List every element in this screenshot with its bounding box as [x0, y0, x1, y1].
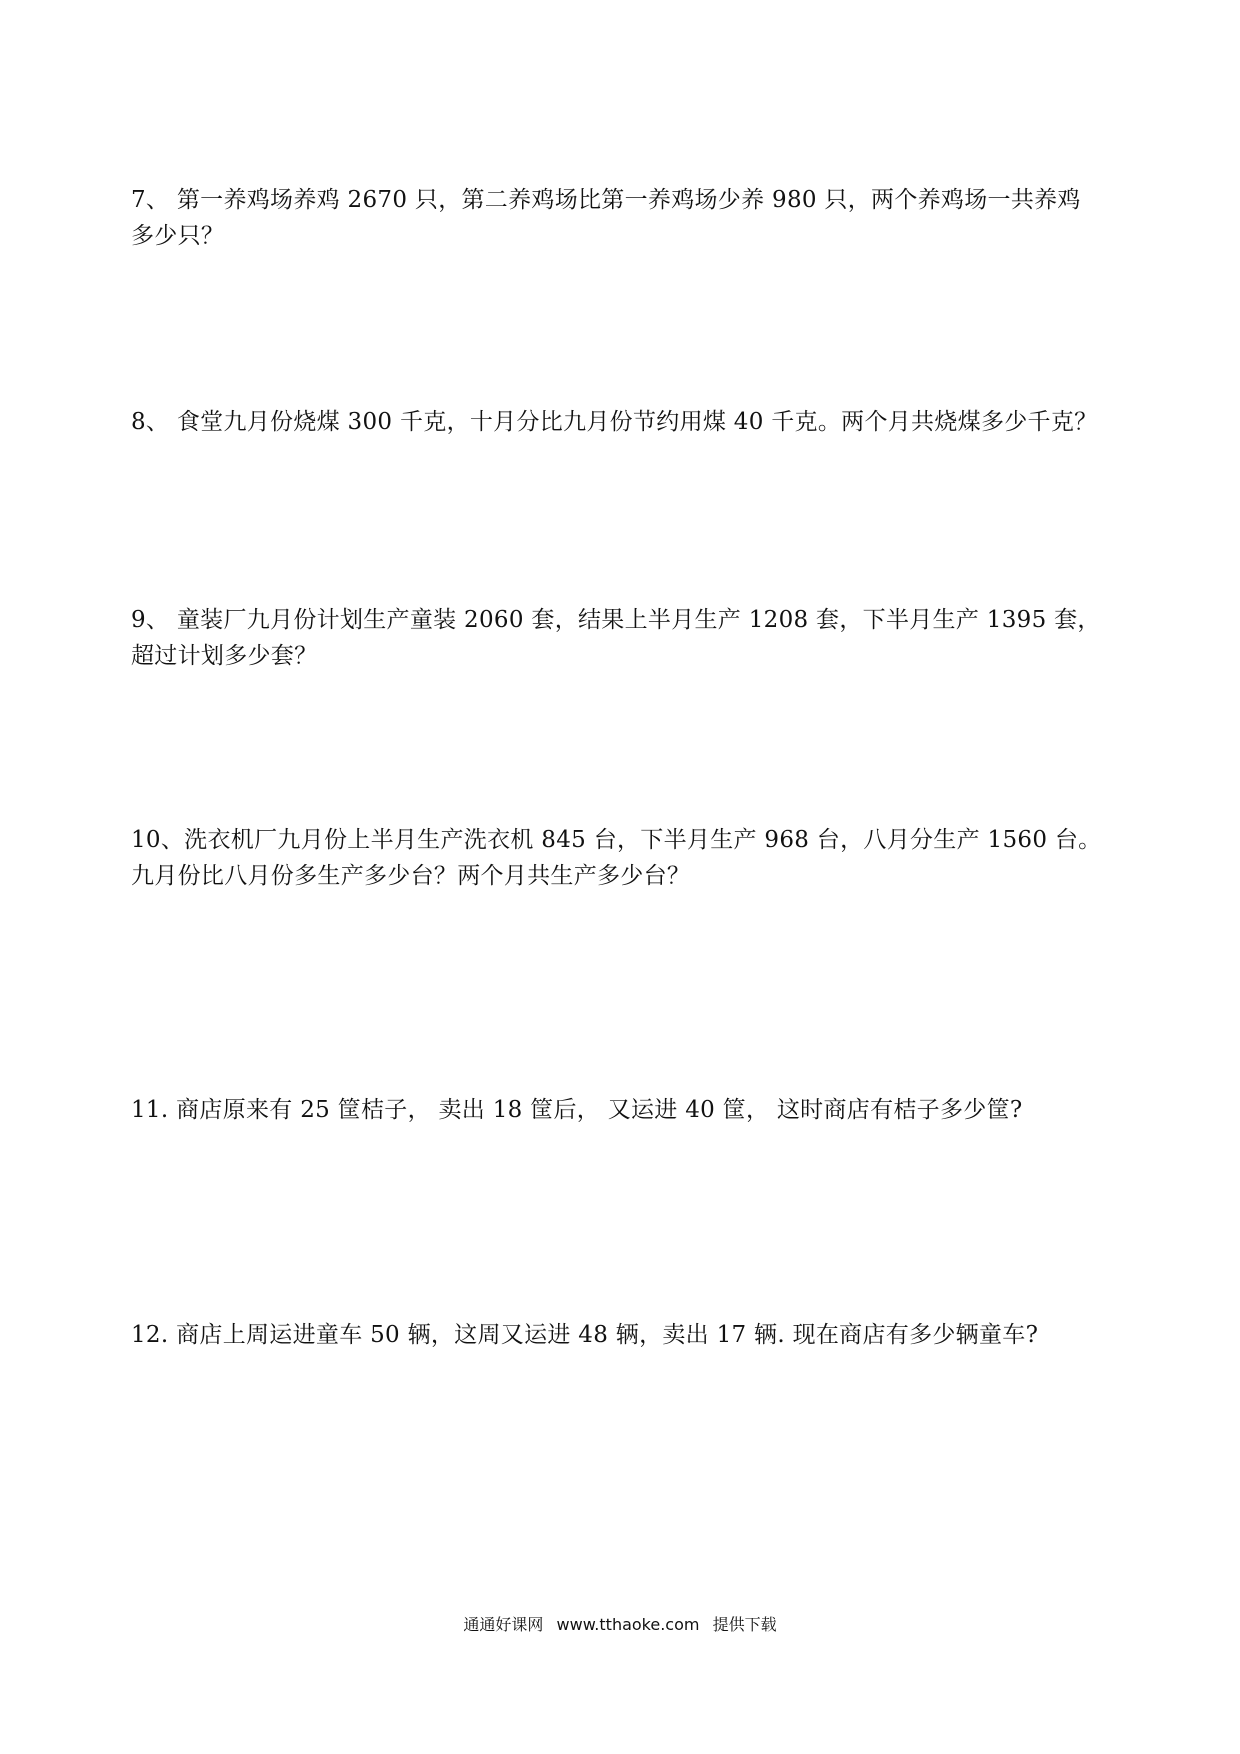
problem-text-line: 7、 第一养鸡场养鸡 2670 只，第二养鸡场比第一养鸡场少养 980 只，两个养鸡场一共养鸡: [131, 187, 1081, 213]
page-footer: [0, 1614, 1240, 1636]
problem-10: [131, 822, 1121, 894]
footer-suffix: 提供下载: [712, 1615, 777, 1634]
problem-text-line: 超过计划多少套？: [131, 643, 318, 669]
problem-text-line: 12. 商店上周运进童车 50 辆，这周又运进 48 辆，卖出 17 辆. 现在商店有多少辆童车?: [131, 1322, 1039, 1348]
footer-url[interactable]: www.tthaoke.com: [556, 1615, 700, 1634]
problem-text-line: 10、洗衣机厂九月份上半月生产洗衣机 845 台，下半月生产 968 台，八月分生产 1560 台。: [131, 827, 1102, 853]
problem-7: [131, 182, 1121, 254]
problem-12: [131, 1317, 1121, 1353]
problem-11: [131, 1092, 1121, 1128]
problem-text-line: 8、 食堂九月份烧煤 300 千克，十月分比九月份节约用煤 40 千克。两个月共烧煤多少千克？: [131, 409, 1098, 435]
problem-text-line: 多少只？: [131, 223, 225, 249]
problem-text-line: 9、 童装厂九月份计划生产童装 2060 套，结果上半月生产 1208 套，下半月生产 1395 套，: [131, 607, 1101, 633]
problem-text-line: 11. 商店原来有 25 筐桔子， 卖出 18 筐后， 又运进 40 筐， 这时商店有桔子多少筐?: [131, 1097, 1023, 1123]
problem-text-line: 九月份比八月份多生产多少台？两个月共生产多少台？: [131, 863, 691, 889]
problem-8: [131, 404, 1121, 440]
problem-9: [131, 602, 1121, 674]
footer-site-name: 通通好课网: [463, 1615, 544, 1634]
